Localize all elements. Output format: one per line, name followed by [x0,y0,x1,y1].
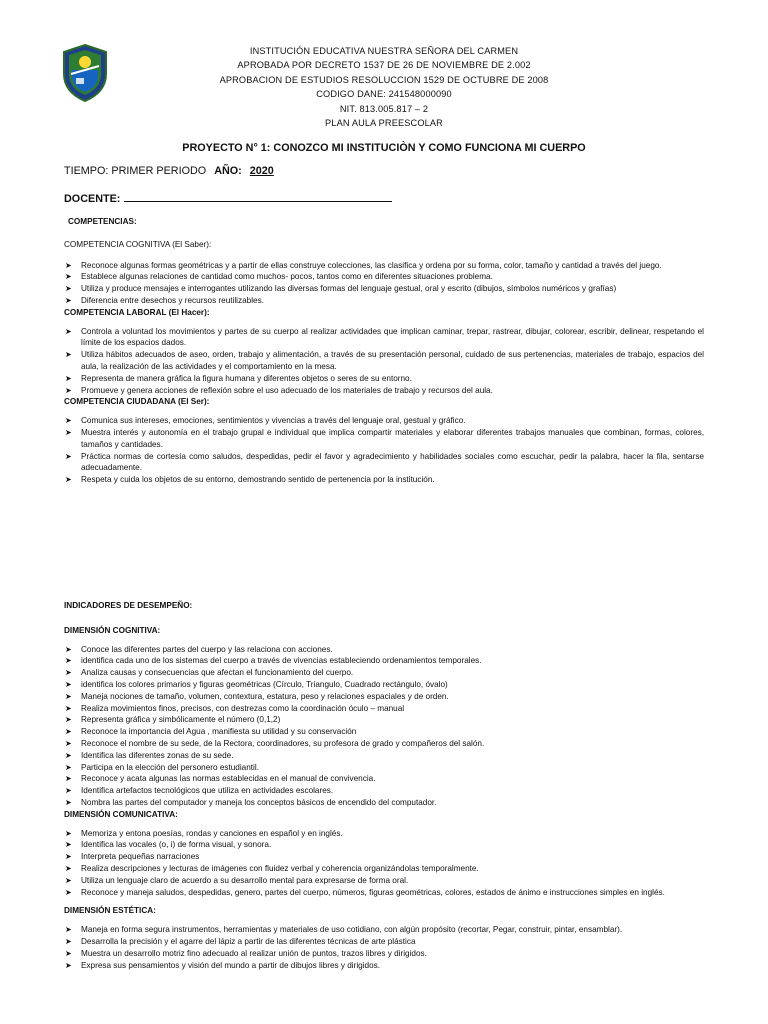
bullet-arrow-icon: ➤ [65,326,72,336]
bullet-arrow-icon: ➤ [65,385,72,395]
bullet-arrow-icon: ➤ [65,373,72,383]
bullet-arrow-icon: ➤ [65,875,72,885]
list-item-text: Muestra un desarrollo motriz fino adecuado al realizar unión de puntos, trazos libres y dirigidos. [81,948,427,958]
list-item [64,797,704,809]
docente-label: DOCENTE: [64,193,121,205]
list-item-text: Respeta y cuida los objetos de su entorno, demostrando sentido de pertenencia por la institución. [81,475,435,485]
list-item [64,773,704,785]
list-item [64,474,704,486]
list-item-text: Reconoce el nombre de su sede, de la Rectora, coordinadores, su profesora de grado y compañeros del salón. [81,738,485,748]
indicadores-title: INDICADORES DE DESEMPEÑO: [64,601,193,610]
list-item [64,271,704,283]
list-item-text: Muestra interés y autonomía en el trabajo grupal e individual que implica compartir materiales y elaborar diferentes trabajos manuales que combinan, formas, colores, tamaños y cantidades. [81,427,704,449]
list-item-text: Representa gráfica y simbólicamente el número (0,1,2) [81,715,281,725]
list-item-text: Nombra las partes del computador y maneja los conceptos básicos de encendido del computador. [81,797,437,807]
list-item [64,750,704,762]
docente-blank-field [124,190,392,202]
docente-line [64,190,392,205]
dimension-estetica-heading: DIMENSIÓN ESTÉTICA: [64,906,156,916]
bullet-arrow-icon: ➤ [65,852,72,862]
bullet-arrow-icon: ➤ [65,644,72,654]
list-item [64,703,704,715]
competencia-cognitiva-list [64,260,704,307]
list-item-text: Promueve y genera acciones de reflexión sobre el uso adecuado de los materiales de trabajo y recursos del aula. [81,385,493,395]
competencias-title: COMPETENCIAS: [68,217,137,226]
list-item [64,667,704,679]
bullet-arrow-icon: ➤ [65,427,72,437]
list-item-text: Realiza descripciones y lecturas de imágenes con fluidez verbal y coherencia organizándolas temporalmente. [81,863,479,873]
list-item-text: Diferencia entre desechos y recursos reutilizables. [81,295,264,305]
competencia-ciudadana-heading: COMPETENCIA CIUDADANA (El Ser): [64,397,210,407]
competencia-ciudadana-list [64,415,704,486]
bullet-arrow-icon: ➤ [65,656,72,666]
header-line: PLAN AULA PREESCOLAR [325,118,443,129]
bullet-arrow-icon: ➤ [65,840,72,850]
list-item-text: Utiliza hábitos adecuados de aseo, orden, trabajo y alimentación, a través de su presentación personal, cuidado de sus pertenencias, materiales de trabajo, espacios del aula, la realización de las actividades y el comportamiento en la mesa. [81,350,704,371]
year-value: 2020 [249,165,274,177]
list-item-text: Establece algunas relaciones de cantidad como muchos- pocos, tantos como en diferentes situaciones problema. [81,272,493,282]
list-item [64,828,704,840]
bullet-arrow-icon: ➤ [65,750,72,760]
bullet-arrow-icon: ➤ [65,715,72,725]
bullet-arrow-icon: ➤ [65,936,72,946]
bullet-arrow-icon: ➤ [65,691,72,701]
competencias-section [64,216,704,486]
list-item-text: Utiliza un lenguaje claro de acuerdo a su desarrollo mental para expresarse de forma oral. [81,875,409,885]
header-line: APROBADA POR DECRETO 1537 DE 26 DE NOVIEMBRE DE 2.002 [237,60,531,71]
project-title: PROYECTO N° 1: CONOZCO MI INSTITUCIÒN Y COMO FUNCIONA MI CUERPO [182,142,586,154]
header-line: APROBACION DE ESTUDIOS RESOLUCCION 1529 DE OCTUBRE DE 2008 [219,74,549,85]
list-item [64,960,704,972]
bullet-arrow-icon: ➤ [65,284,72,294]
list-item-text: Maneja nociones de tamaño, volumen, contextura, estatura, peso y relaciones espaciales y de orden. [81,691,449,701]
list-item [64,326,704,350]
list-item [64,785,704,797]
list-item-text: identifica los colores primarios y figuras geométricas (Círculo, Triangulo, Cuadrado rectángulo, óvalo) [81,679,448,689]
list-item [64,691,704,703]
bullet-arrow-icon: ➤ [65,475,72,485]
indicadores-section [64,600,704,971]
dimension-comunicativa-list [64,828,704,899]
time-label: TIEMPO: PRIMER PERIODO [64,165,207,177]
list-item-text: Desarrolla la precisión y el agarre del lápiz a partir de las diferentes técnicas de arte plástica [81,936,416,946]
list-item [64,644,704,656]
bullet-arrow-icon: ➤ [65,774,72,784]
bullet-arrow-icon: ➤ [65,679,72,689]
list-item [64,283,704,295]
bullet-arrow-icon: ➤ [65,887,72,897]
list-item [64,948,704,960]
list-item-text: Memoriza y entona poesías, rondas y canciones en español y en inglés. [81,828,343,838]
bullet-arrow-icon: ➤ [65,295,72,305]
bullet-arrow-icon: ➤ [65,703,72,713]
bullet-arrow-icon: ➤ [65,948,72,958]
list-item-text: Conoce las diferentes partes del cuerpo y las relaciona con acciones. [81,644,333,654]
bullet-arrow-icon: ➤ [65,960,72,970]
bullet-arrow-icon: ➤ [65,416,72,426]
list-item [64,924,704,936]
list-item-text: Reconoce y acata algunas las normas establecidas en el manual de convivencia. [81,774,376,784]
dimension-estetica-list [64,924,704,971]
list-item [64,726,704,738]
institution-header [0,44,768,130]
year-label: AÑO: [214,165,242,177]
list-item-text: Reconoce y maneja saludos, despedidas, genero, partes del cuerpo, números, figuras geométricas, colores, estados de ánimo e instrucciones simples en inglés. [81,887,665,897]
list-item-text: Identifica artefactos tecnológicos que utiliza en actividades escolares. [81,786,334,796]
list-item-text: Identifica las diferentes zonas de su sede. [81,750,234,760]
list-item [64,373,704,385]
list-item-text: Controla a voluntad los movimientos y partes de su cuerpo al realizar actividades que implican caminar, trepar, rastrear, dibujar, colorear, escribir, delinear, respetando el límite de los espacios dados. [81,326,704,348]
bullet-arrow-icon: ➤ [65,350,72,360]
list-item-text: Interpreta pequeñas narraciones [81,852,200,862]
list-item-text: Comunica sus intereses, emociones, sentimientos y vivencias a través del lenguaje oral, gestual y gráfico. [81,416,466,426]
list-item [64,349,704,373]
dimension-comunicativa-heading: DIMENSIÓN COMUNICATIVA: [64,809,178,819]
bullet-arrow-icon: ➤ [65,925,72,935]
list-item-text: Representa de manera gráfica la figura humana y diferentes objetos o seres de su entorno. [81,373,412,383]
list-item [64,295,704,307]
list-item [64,679,704,691]
list-item [64,714,704,726]
list-item [64,385,704,397]
list-item-text: Práctica normas de cortesía como saludos, despedidas, pedir el favor y agradecimiento y habilidades sociales como escuchar, pedir la palabra, hacer la fila, sentarse adecuadamente. [81,451,704,473]
bullet-arrow-icon: ➤ [65,762,72,772]
list-item [64,762,704,774]
list-item-text: identifica cada uno de los sistemas del cuerpo a través de vivencias estableciendo ordenamientos temporales. [81,656,482,666]
list-item [64,738,704,750]
list-item [64,415,704,427]
list-item-text: Reconoce la importancia del Agua , manifiesta su utilidad y su conservación [81,727,357,737]
list-item-text: Expresa sus pensamientos y visión del mundo a partir de dibujos libres y dirigidos. [81,960,380,970]
list-item [64,851,704,863]
bullet-arrow-icon: ➤ [65,727,72,737]
header-line: INSTITUCIÓN EDUCATIVA NUESTRA SEÑORA DEL CARMEN [249,46,519,56]
list-item-text: Utiliza y produce mensajes e interrogantes utilizando las diversas formas del lenguaje gestual, oral y escrito (dibujos, símbolos numéricos y grafías) [81,284,617,294]
list-item [64,427,704,451]
competencia-cognitiva-heading: COMPETENCIA COGNITIVA (El Saber): [64,239,212,249]
list-item [64,655,704,667]
bullet-arrow-icon: ➤ [65,863,72,873]
bullet-arrow-icon: ➤ [65,828,72,838]
dimension-cognitiva-list [64,644,704,809]
header-line: CODIGO DANE: 241548000090 [316,89,452,100]
bullet-arrow-icon: ➤ [65,451,72,461]
list-item-text: Reconoce algunas formas geométricas y a partir de ellas construye colecciones, las clasifica y ordena por su forma, color, tamaño y cantidad a través del juego. [81,260,662,270]
bullet-arrow-icon: ➤ [65,272,72,282]
list-item [64,887,704,899]
competencia-laboral-list [64,326,704,397]
dimension-cognitiva-heading: DIMENSIÓN COGNITIVA: [64,625,161,635]
time-line [64,165,274,177]
bullet-arrow-icon: ➤ [65,786,72,796]
bullet-arrow-icon: ➤ [65,797,72,807]
list-item-text: Identifica las vocales (o, i) de forma visual, y sonora. [81,840,272,850]
list-item [64,451,704,475]
list-item [64,875,704,887]
list-item [64,260,704,272]
list-item-text: Participa en la elección del personero estudiantil. [81,762,259,772]
list-item [64,936,704,948]
list-item-text: Realiza movimientos finos, precisos, con destrezas como la coordinación óculo – manual [81,703,405,713]
bullet-arrow-icon: ➤ [65,260,72,270]
list-item-text: Analiza causas y consecuencias que afectan el funcionamiento del cuerpo. [81,668,354,678]
list-item-text: Maneja en forma segura instrumentos, herramientas y materiales de uso cotidiano, con algún propósito (recortar, Pegar, construir, pintar, ensamblar). [81,925,623,935]
header-line: NIT. 813.005.817 – 2 [339,103,429,114]
bullet-arrow-icon: ➤ [65,738,72,748]
list-item [64,863,704,875]
competencia-laboral-heading: COMPETENCIA LABORAL (El Hacer): [64,307,210,317]
bullet-arrow-icon: ➤ [65,668,72,678]
list-item [64,839,704,851]
